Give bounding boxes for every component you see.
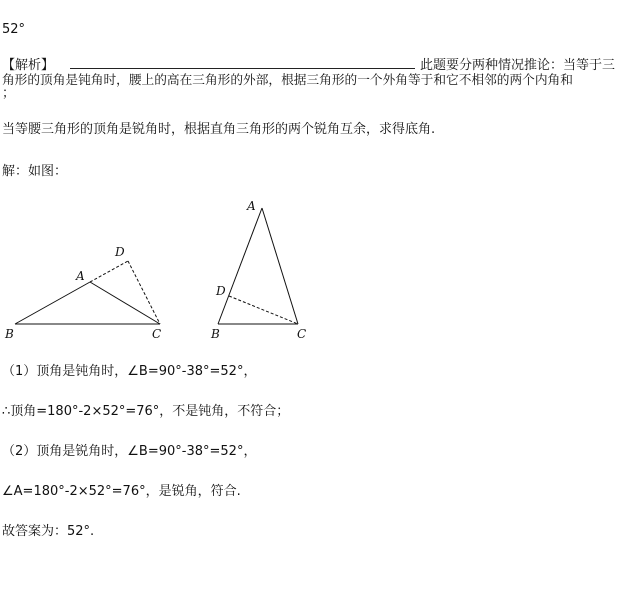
label-a: A <box>76 269 85 283</box>
analysis-text-line4: 当等腰三角形的顶角是锐角时，根据直角三角形的两个锐角互余，求得底角. <box>2 122 436 137</box>
answer-text: 52° <box>2 22 26 37</box>
case1-line: （1）顶角是钝角时，∠B=90°-38°=52°， <box>2 364 257 379</box>
figure-acute-triangle <box>210 200 306 340</box>
label-d: D <box>115 245 125 259</box>
extension-ad <box>90 261 128 282</box>
analysis-text-line1: 此题要分两种情况推论：当等于三 <box>420 58 616 73</box>
geometry-figure <box>0 200 630 340</box>
case1-result: ∴顶角=180°-2×52°=76°，不是钝角，不符合； <box>2 404 290 419</box>
side-ab <box>218 208 262 324</box>
solution-intro: 解：如图： <box>2 164 68 179</box>
analysis-underline <box>70 58 415 73</box>
label-b: B <box>211 327 220 340</box>
side-ac <box>262 208 298 324</box>
final-answer: 故答案为：52°. <box>2 524 95 539</box>
analysis-heading: 【解析】 <box>2 58 55 73</box>
altitude-cd <box>229 296 298 324</box>
label-b: B <box>5 327 14 340</box>
analysis-text-line3: ； <box>2 86 16 101</box>
analysis-text-line2: 角形的顶角是钝角时，腰上的高在三角形的外部，根据三角形的一个外角等于和它不相邻的两个内角和 <box>2 72 573 87</box>
label-c: C <box>152 327 162 340</box>
case2-result: ∠A=180°-2×52°=76°，是锐角，符合. <box>2 484 241 499</box>
side-ba <box>15 282 90 324</box>
figure-obtuse-triangle <box>4 245 161 340</box>
label-c: C <box>297 327 307 340</box>
case2-line: （2）顶角是锐角时，∠B=90°-38°=52°， <box>2 444 257 459</box>
label-d: D <box>216 284 226 298</box>
label-a: A <box>247 200 256 213</box>
